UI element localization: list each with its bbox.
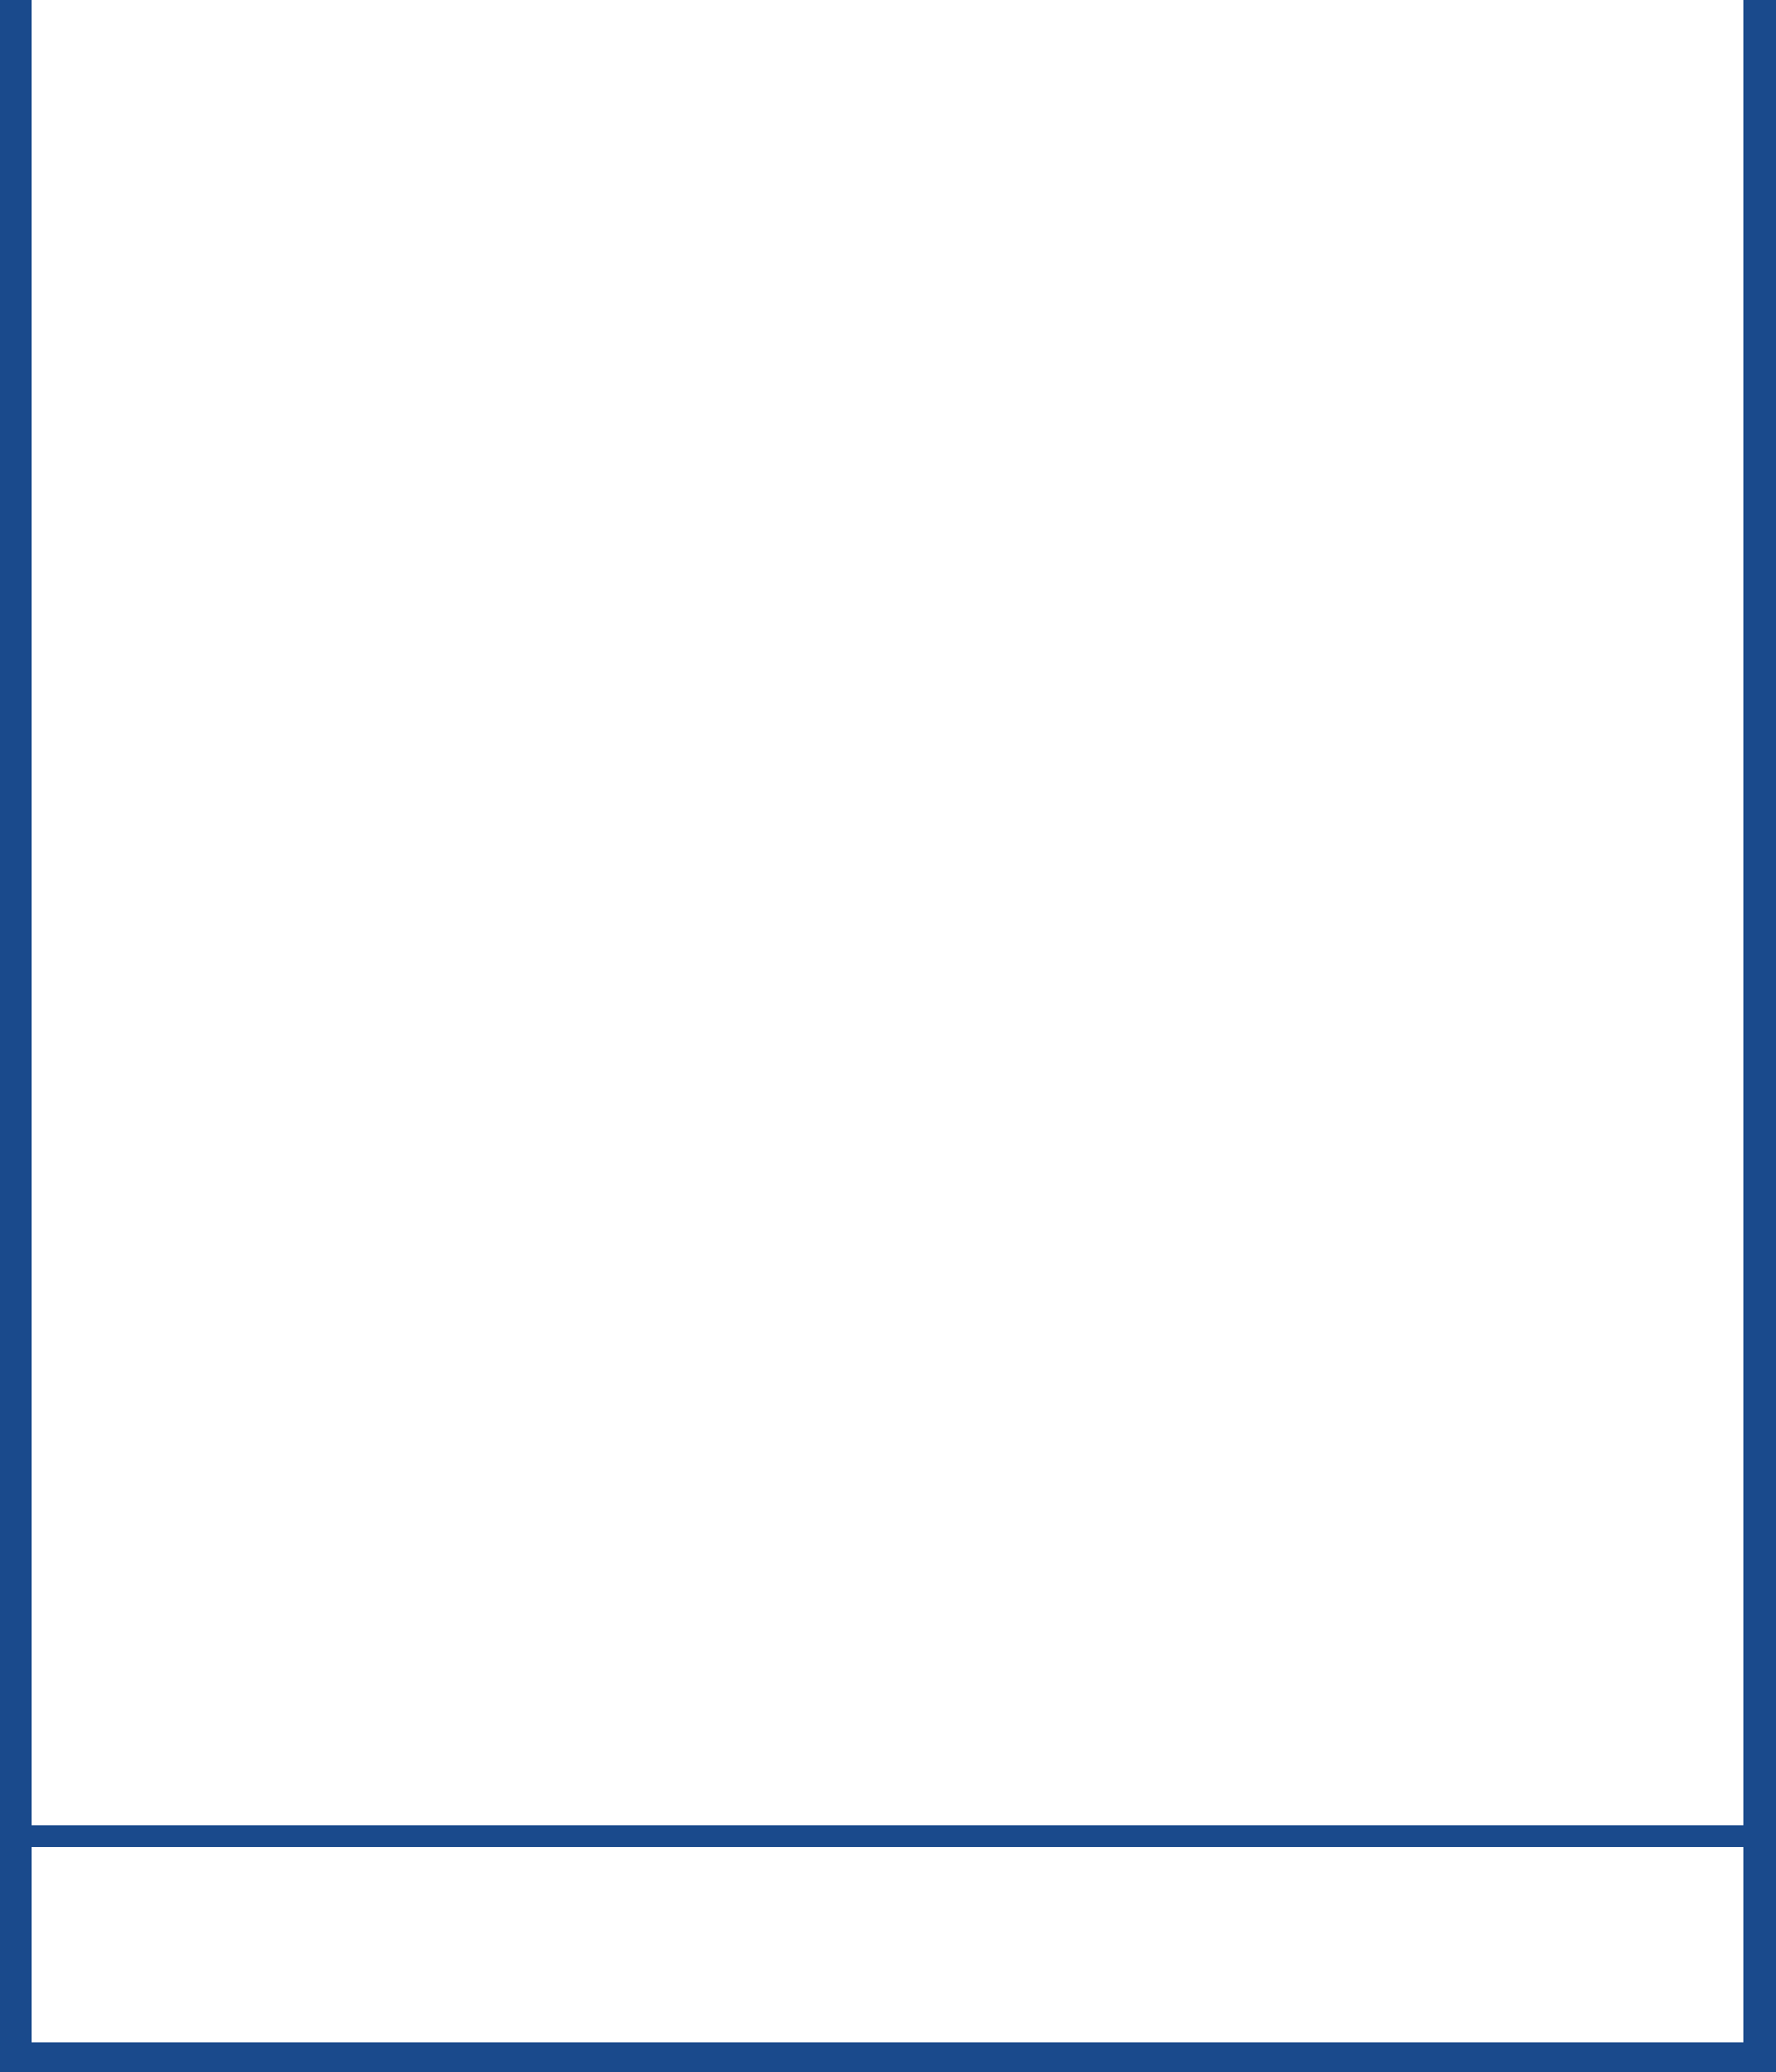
career-development-panel (32, 1847, 1743, 2042)
references-panel (32, 0, 1743, 1825)
